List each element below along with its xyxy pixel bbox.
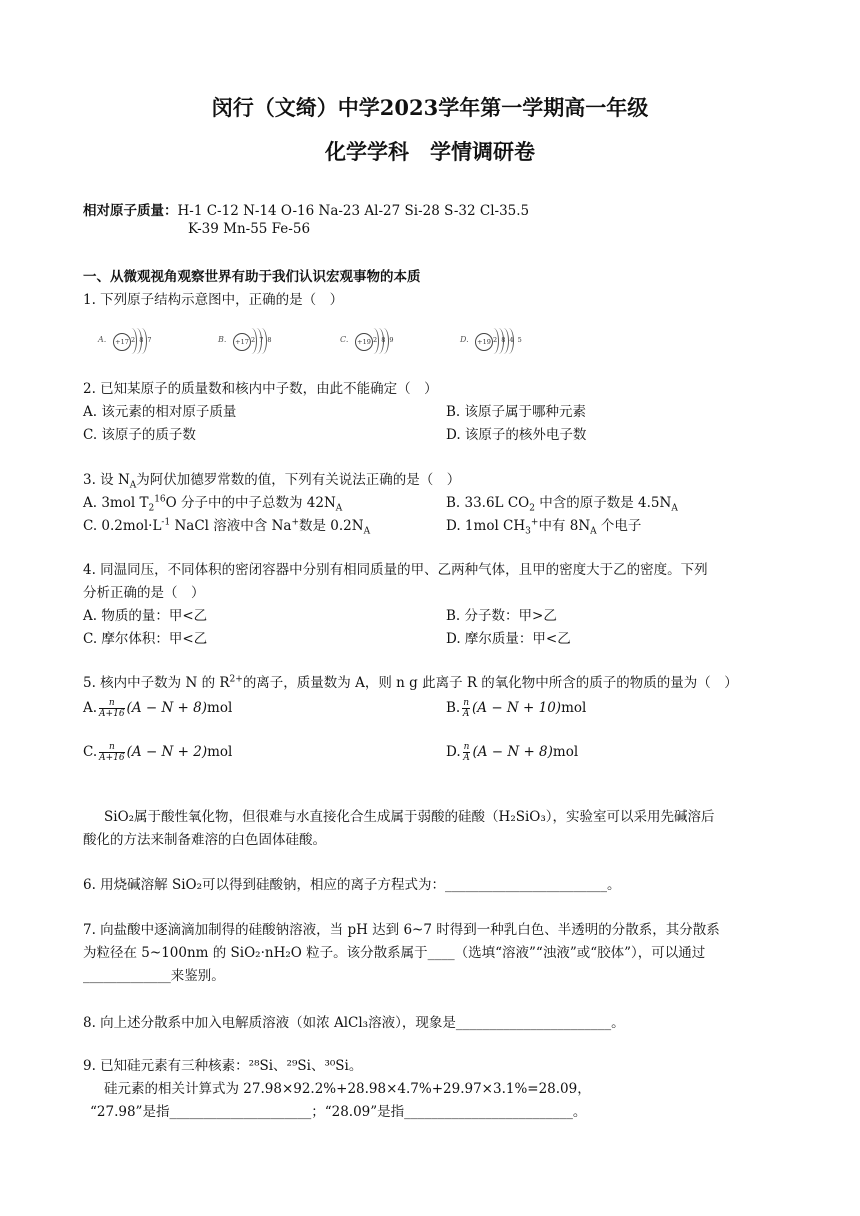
q1-option-d: D. +19 2 8 4 5 <box>460 330 532 354</box>
q2-option-b: B. 该原子属于哪种元素 <box>446 404 587 420</box>
q2-stem: 2. 已知某原子的质量数和核内中子数，由此不能确定（ ） <box>83 381 438 397</box>
q4-stem-line2: 分析正确的是（ ） <box>83 585 205 601</box>
q7-line3: _____________来鉴别。 <box>83 968 225 984</box>
q7-line1: 7. 向盐酸中逐滴滴加制得的硅酸钠溶液，当 pH 达到 6~7 时得到一种乳白色、半透明的分散系，其分散系 <box>83 922 720 938</box>
q8-text: 8. 向上述分散系中加入电解质溶液（如浓 AlCl₃溶液），现象是_______________________。 <box>83 1015 625 1031</box>
atomic-mass-values-1: H-1 C-12 N-14 O-16 Na-23 Al-27 Si-28 S-32 Cl-35.5 <box>177 203 530 219</box>
passage-line1: SiO₂属于酸性氧化物，但很难与水直接化合生成属于弱酸的硅酸（H₂SiO₃），实验室可以采用先碱溶后 <box>104 809 715 825</box>
q4-option-c: C. 摩尔体积：甲<乙 <box>83 631 208 647</box>
passage-line2: 酸化的方法来制备难溶的白色固体硅酸。 <box>83 832 326 848</box>
q3-stem: 3. 设 $N_A$为阿伏加德罗常数的值，下列有关说法正确的是（ ） <box>83 472 461 491</box>
q2-option-d: D. 该原子的核外电子数 <box>446 427 587 443</box>
q5-option-c: C. $\frac{n}{A+16}$ (A − N + 2)mol <box>83 742 233 763</box>
q4-option-b: B. 分子数：甲>乙 <box>446 608 557 624</box>
q5-option-d: D. $\frac{n}{A}$ (A − N + 8)mol <box>446 742 579 763</box>
q2-option-c: C. 该原子的质子数 <box>83 427 196 443</box>
q1-option-a: A. +17 2 8 7 <box>98 330 160 354</box>
atomic-mass-label: 相对原子质量： <box>83 203 178 219</box>
q3-option-d: D. 1mol $CH_3^+$中有 $8N_A$ 个电子 <box>446 517 642 537</box>
q1-option-c: C. +19 2 8 9 <box>340 330 402 354</box>
q7-line2: 为粒径在 5~100nm 的 SiO₂·nH₂O 粒子。该分散系属于____（选填“溶液”“浊液”或“胶体”），可以通过 <box>83 945 706 961</box>
atomic-mass-values-2: K-39 Mn-55 Fe-56 <box>188 221 311 237</box>
atomic-mass-line1 <box>83 199 529 219</box>
q1-stem: 1. 下列原子结构示意图中，正确的是（ ） <box>83 292 344 308</box>
q9-line1: 9. 已知硅元素有三种核素：²⁸Si、²⁹Si、³⁰Si。 <box>83 1058 363 1074</box>
q4-stem-line1: 4. 同温同压，不同体积的密闭容器中分别有相同质量的甲、乙两种气体，且甲的密度大于乙的密度。下列 <box>83 562 708 578</box>
q5-stem: 5. 核内中子数为 N 的 $R^{2+}$的离子，质量数为 A，则 n g 此离子 R 的氧化物中所含的质子的物质的量为（ ） <box>83 674 738 691</box>
q5-option-b: B. $\frac{n}{A}$ (A − N + 10)mol <box>446 698 587 719</box>
q5-option-a: A. $\frac{n}{A+16}$ (A − N + 8)mol <box>83 698 233 719</box>
q6-text: 6. 用烧碱溶解 SiO₂可以得到硅酸钠，相应的离子方程式为：________________________。 <box>83 877 621 893</box>
section-heading: 一、从微观视角观察世界有助于我们认识宏观事物的本质 <box>83 269 421 285</box>
q4-option-a: A. 物质的量：甲<乙 <box>83 608 208 624</box>
q9-line3: “27.98”是指_____________________；“28.09”是指_________________________。 <box>90 1104 587 1120</box>
q9-line2: 硅元素的相关计算式为 27.98×92.2%+28.98×4.7%+29.97×3.1%=28.09， <box>104 1081 591 1097</box>
q3-option-c: C. $0.2mol\cdot L^{-1}$ NaCl 溶液中含 Na+数是 $0.2N_A$ <box>83 517 371 537</box>
q3-option-b: B. 33.6L $CO_2$ 中含的原子数是 $4.5N_A$ <box>446 495 678 514</box>
exam-subtitle: 化学学科 学情调研卷 <box>325 139 535 164</box>
q1-option-b: B. +17 2 7 8 <box>218 330 280 354</box>
q4-option-d: D. 摩尔质量：甲<乙 <box>446 631 571 647</box>
q3-option-a: A. 3mol $T_2^{16}O$ 分子中的中子总数为 $42N_A$ <box>83 494 343 514</box>
exam-title: 闵行（文绮）中学2023学年第一学期高一年级 <box>211 95 649 120</box>
q2-option-a: A. 该元素的相对原子质量 <box>83 404 237 420</box>
